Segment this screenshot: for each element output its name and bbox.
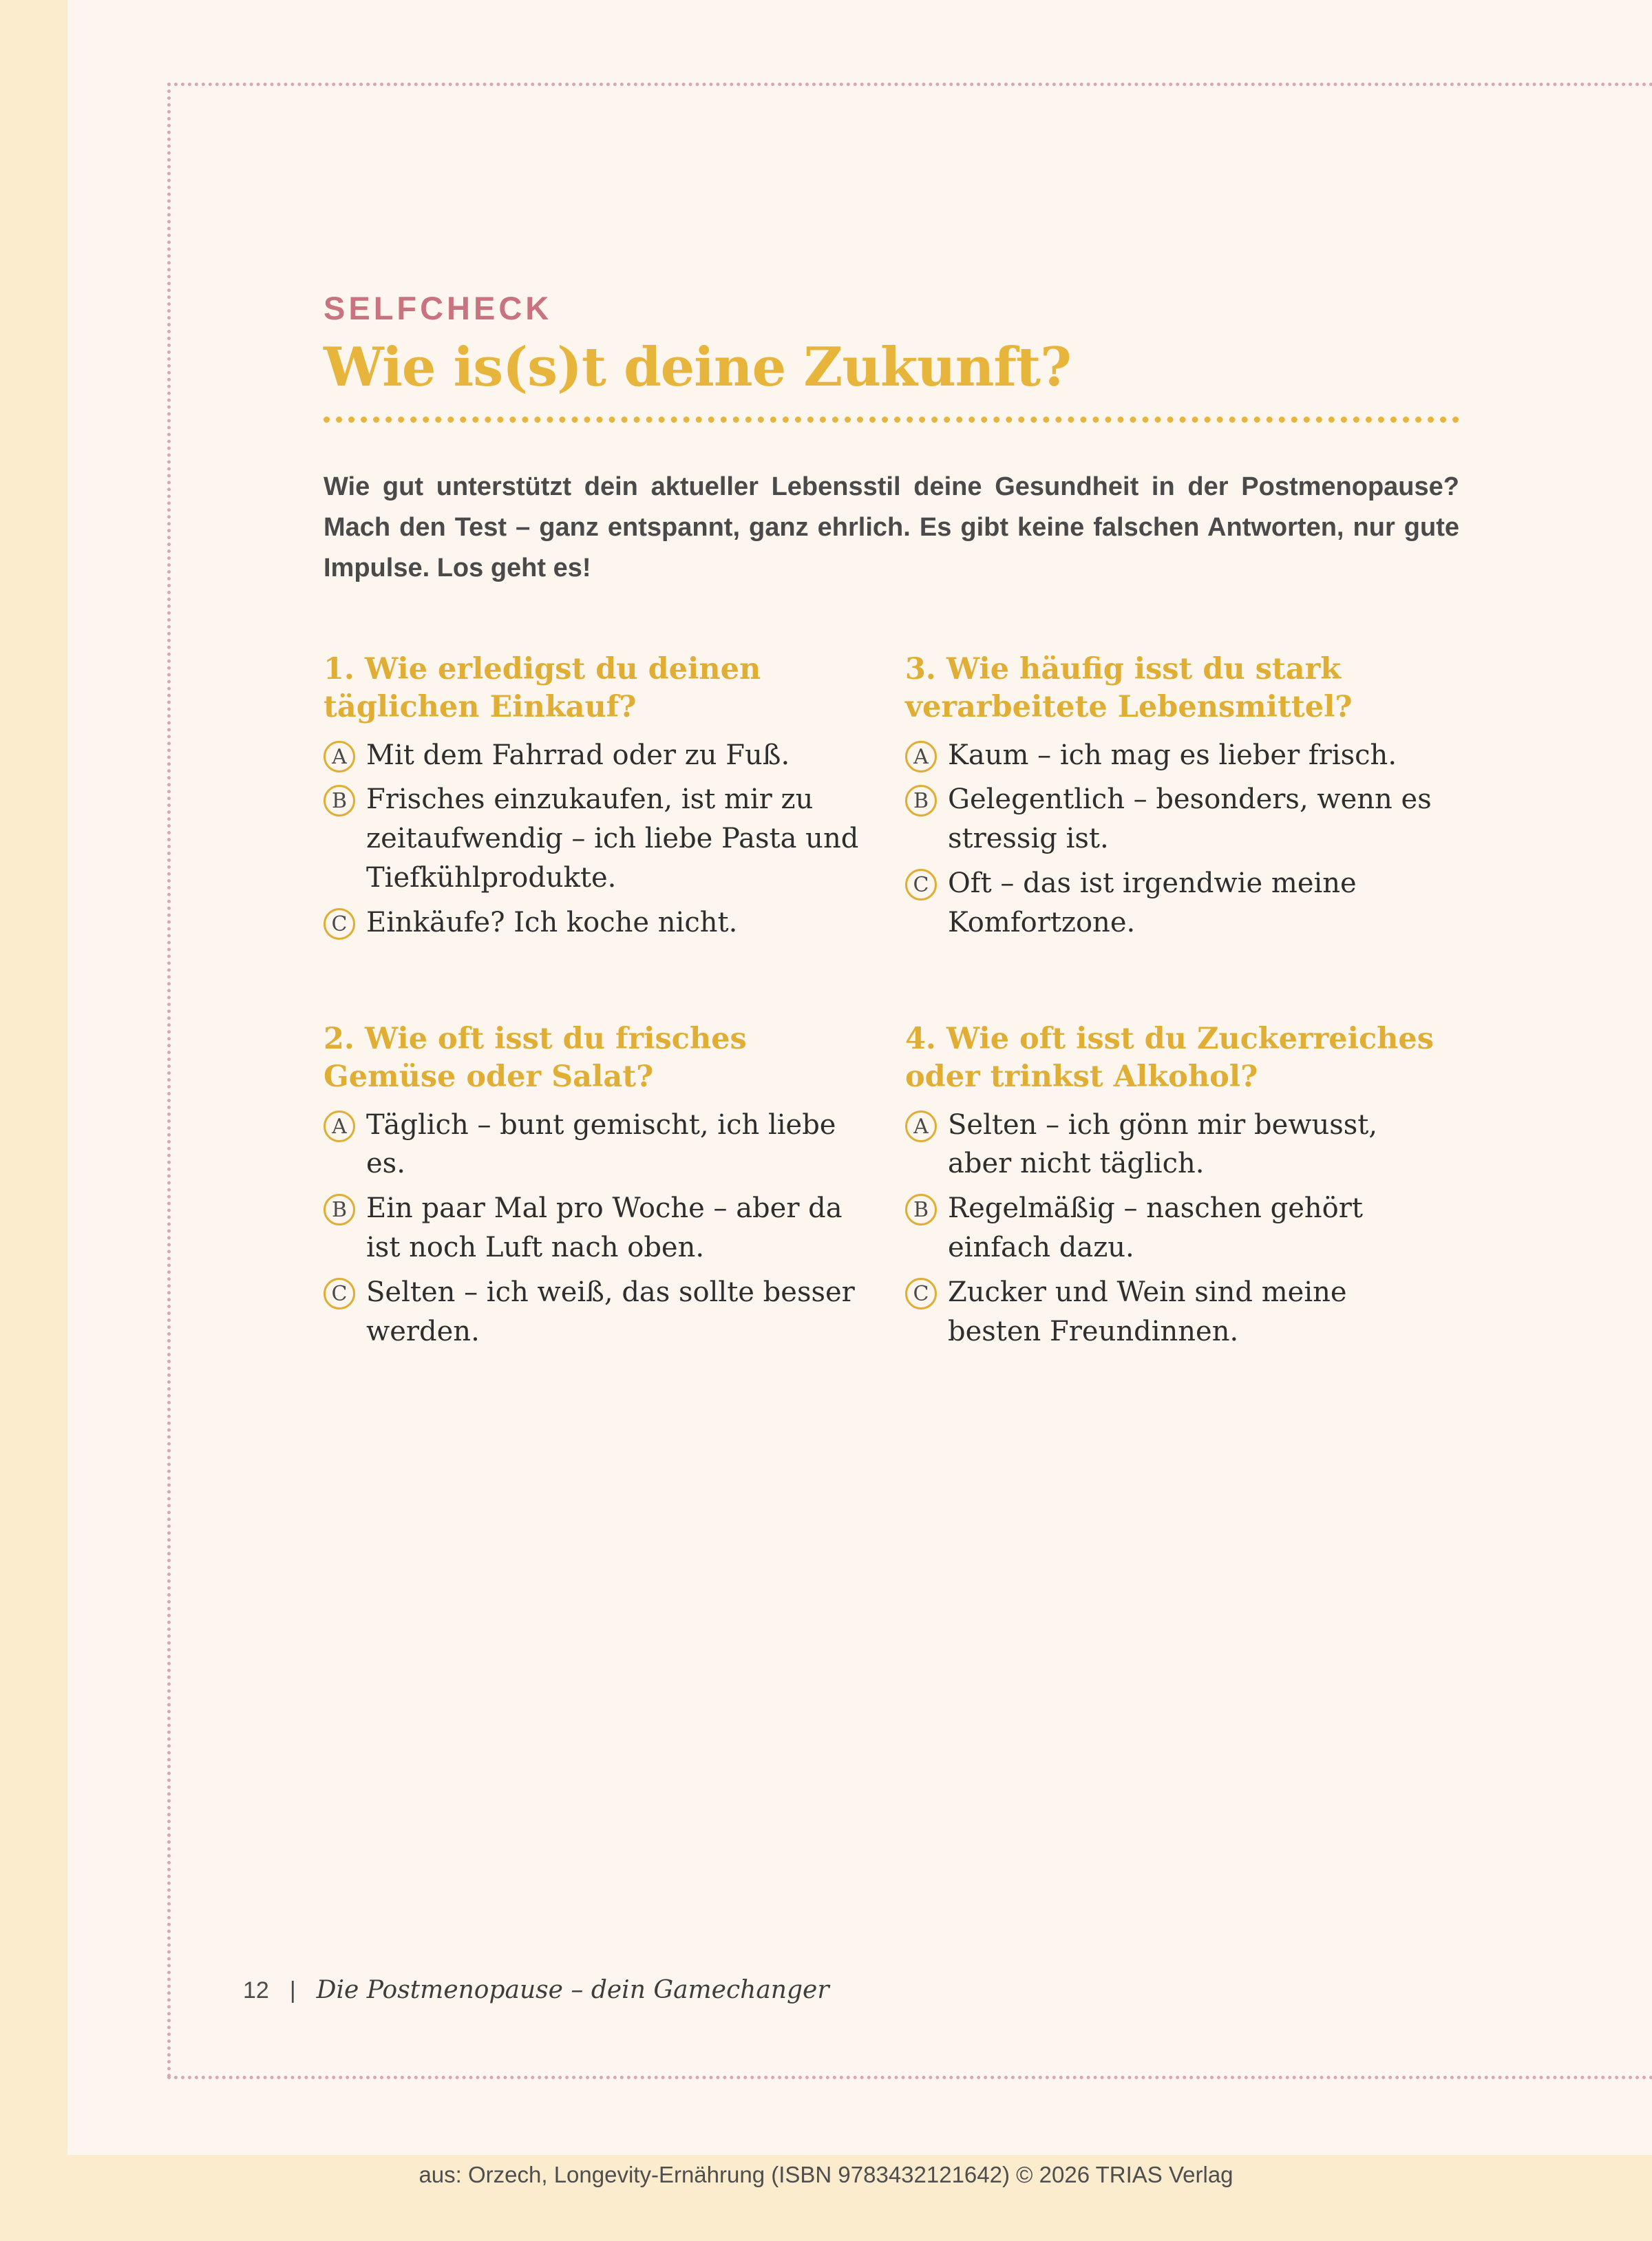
answer-text: Gelegentlich – besonders, wenn es stressig ist. (948, 783, 1432, 855)
answer-list (324, 736, 874, 943)
page-number: 12 (243, 1977, 269, 2003)
page-footer (243, 1976, 829, 2004)
answer-key-badge-c: C (324, 1278, 355, 1309)
answer-text: Selten – ich weiß, das sollte besser werden. (366, 1276, 855, 1347)
answer-key-badge-b: B (324, 785, 355, 817)
footer-separator: | (289, 1977, 296, 2003)
answer-option[interactable] (324, 903, 874, 943)
answer-option[interactable] (905, 780, 1456, 859)
answer-option[interactable] (905, 1273, 1456, 1351)
question-title: 3. Wie häufig isst du stark verarbeitete Lebensmittel? (905, 651, 1353, 724)
question-title: 1. Wie erledigst du deinen täglichen Einkauf? (324, 651, 761, 724)
answer-key-badge-b: B (905, 1194, 937, 1225)
question-block-3 (905, 651, 1456, 948)
answer-text: Zucker und Wein sind meine besten Freundinnen. (948, 1276, 1347, 1347)
question-block-2 (324, 1020, 874, 1357)
answer-option[interactable] (905, 864, 1456, 943)
answer-list (324, 1106, 874, 1351)
answer-option[interactable] (905, 1106, 1456, 1184)
answer-option[interactable] (905, 1189, 1456, 1267)
page-sheet (67, 0, 1652, 2155)
answer-key-badge-b: B (324, 1194, 355, 1225)
answer-text: Oft – das ist irgendwie meine Komfortzone. (948, 867, 1357, 938)
answer-text: Kaum – ich mag es lieber frisch. (948, 739, 1397, 771)
page-content (324, 289, 1480, 1356)
question-block-4 (905, 1020, 1456, 1357)
answer-key-badge-a: A (905, 741, 937, 772)
answer-option[interactable] (324, 780, 874, 897)
answer-text: Täglich – bunt gemischt, ich liebe es. (366, 1108, 836, 1180)
answer-option[interactable] (324, 1106, 874, 1184)
answer-key-badge-c: C (905, 1278, 937, 1309)
answer-key-badge-a: A (324, 1111, 355, 1142)
copyright-credit: aus: Orzech, Longevity-Ernährung (ISBN 9783432121642) © 2026 TRIAS Verlag (419, 2162, 1233, 2187)
answer-key-badge-a: A (905, 1111, 937, 1142)
section-kicker: SELFCHECK (324, 290, 553, 326)
answer-key-badge-c: C (324, 908, 355, 940)
answer-key-badge-b: B (905, 785, 937, 817)
answer-option[interactable] (324, 736, 874, 775)
question-title: 4. Wie oft isst du Zuckerreiches oder trinkst Alkohol? (905, 1021, 1434, 1094)
answer-text: Frisches einzukaufen, ist mir zu zeitaufwendig – ich liebe Pasta und Tiefkühlprodukte. (366, 783, 859, 894)
answer-key-badge-a: A (324, 741, 355, 772)
answer-option[interactable] (324, 1273, 874, 1351)
question-title: 2. Wie oft isst du frisches Gemüse oder Salat? (324, 1021, 747, 1094)
answer-option[interactable] (324, 1189, 874, 1267)
answer-list (905, 1106, 1456, 1351)
answer-key-badge-c: C (905, 869, 937, 901)
page-title: Wie is(s)t deine Zukunft? (324, 336, 1071, 399)
answer-text: Ein paar Mal pro Woche – aber da ist noch Luft nach oben. (366, 1192, 843, 1264)
answer-text: Selten – ich gönn mir bewusst, aber nicht täglich. (948, 1108, 1378, 1180)
answer-text: Mit dem Fahrrad oder zu Fuß. (366, 739, 790, 771)
answer-list (905, 736, 1456, 943)
intro-paragraph: Wie gut unterstützt dein aktueller Lebensstil deine Gesundheit in der Postmenopause? Mach den Test – ganz entspannt, ganz ehrlich. Es gibt keine falschen Antworten, nur gute Impulse. Los geht es! (324, 472, 1459, 582)
answer-text: Einkäufe? Ich koche nicht. (366, 906, 738, 938)
answer-option[interactable] (905, 736, 1456, 775)
footer-book-title: Die Postmenopause – dein Gamechanger (316, 1976, 829, 2004)
question-block-1 (324, 651, 874, 948)
answer-text: Regelmäßig – naschen gehört einfach dazu. (948, 1192, 1363, 1264)
title-dotted-rule (324, 417, 1459, 430)
questions-grid (324, 651, 1494, 1357)
